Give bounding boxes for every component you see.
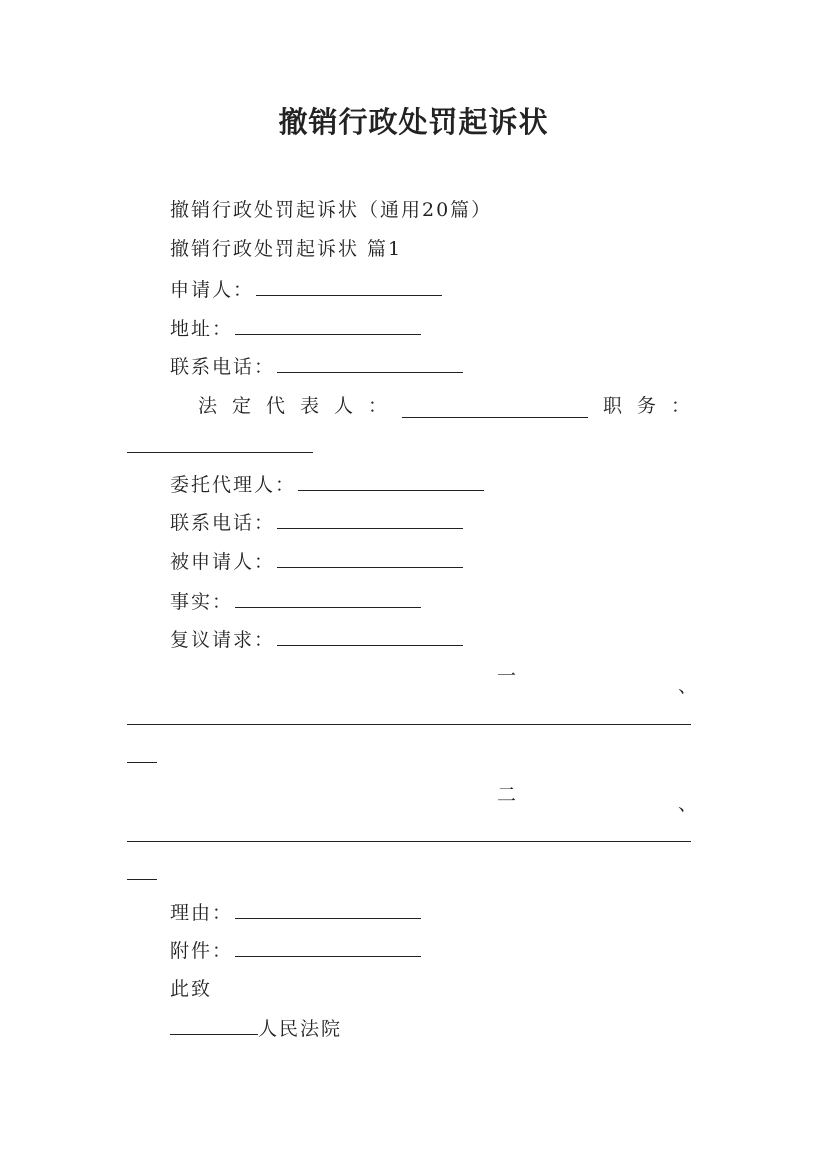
legal-rep-char: 定 [232, 395, 252, 417]
item-number: 二 [497, 784, 517, 806]
legal-rep-char: 人 [334, 395, 354, 417]
address-field [170, 316, 421, 341]
phone-field-2 [170, 510, 463, 535]
closing-text: 此致 [170, 978, 213, 1000]
requests-field [170, 627, 463, 652]
legal-rep-char: 法 [198, 395, 218, 417]
item-blank-line [127, 724, 691, 725]
legal-rep-blank [402, 399, 588, 418]
agent-field [170, 472, 484, 497]
position-blank [127, 452, 313, 453]
attachment-blank [235, 938, 421, 957]
legal-rep-line [198, 394, 690, 418]
reason-label: 理由： [170, 902, 234, 924]
phone-field-1 [170, 354, 463, 379]
address-label: 地址： [170, 318, 234, 340]
phone-label-2: 联系电话： [170, 512, 276, 534]
section-heading: 撤销行政处罚起诉状 篇1 [170, 238, 403, 260]
item-separator: 、 [678, 793, 698, 815]
item-blank-tail [127, 879, 157, 880]
address-blank [235, 316, 421, 335]
item-blank-line [127, 841, 691, 842]
item-separator: 、 [678, 675, 698, 697]
position-char: 职 [602, 395, 622, 417]
legal-rep-char: 表 [300, 395, 320, 417]
attachment-label: 附件： [170, 940, 234, 962]
position-char: 务 [636, 395, 656, 417]
agent-label: 委托代理人： [170, 474, 297, 496]
court-suffix: 人民法院 [258, 1018, 343, 1040]
respondent-field [170, 549, 463, 574]
item-blank-tail [127, 762, 157, 763]
document-title: 撤销行政处罚起诉状 [278, 105, 549, 139]
phone-blank-2 [277, 510, 463, 529]
reason-blank [235, 900, 421, 919]
position-char: ： [670, 395, 690, 417]
court-blank [170, 1016, 258, 1035]
reason-field [170, 900, 421, 925]
phone-blank-1 [277, 354, 463, 373]
phone-label-1: 联系电话： [170, 356, 276, 378]
respondent-blank [277, 549, 463, 568]
document-subtitle: 撤销行政处罚起诉状（通用20篇） [170, 199, 493, 221]
legal-rep-char: 代 [266, 395, 286, 417]
attachment-field [170, 938, 421, 963]
court-line [170, 1016, 342, 1041]
requests-label: 复议请求： [170, 629, 276, 651]
applicant-label: 申请人： [170, 279, 255, 301]
agent-blank [298, 472, 484, 491]
facts-blank [235, 589, 421, 608]
facts-field [170, 589, 421, 614]
requests-blank [277, 627, 463, 646]
facts-label: 事实： [170, 591, 234, 613]
respondent-label: 被申请人： [170, 551, 276, 573]
legal-rep-char: ： [368, 395, 388, 417]
item-number: 一 [497, 665, 517, 687]
applicant-blank [256, 277, 442, 296]
applicant-field [170, 277, 442, 302]
